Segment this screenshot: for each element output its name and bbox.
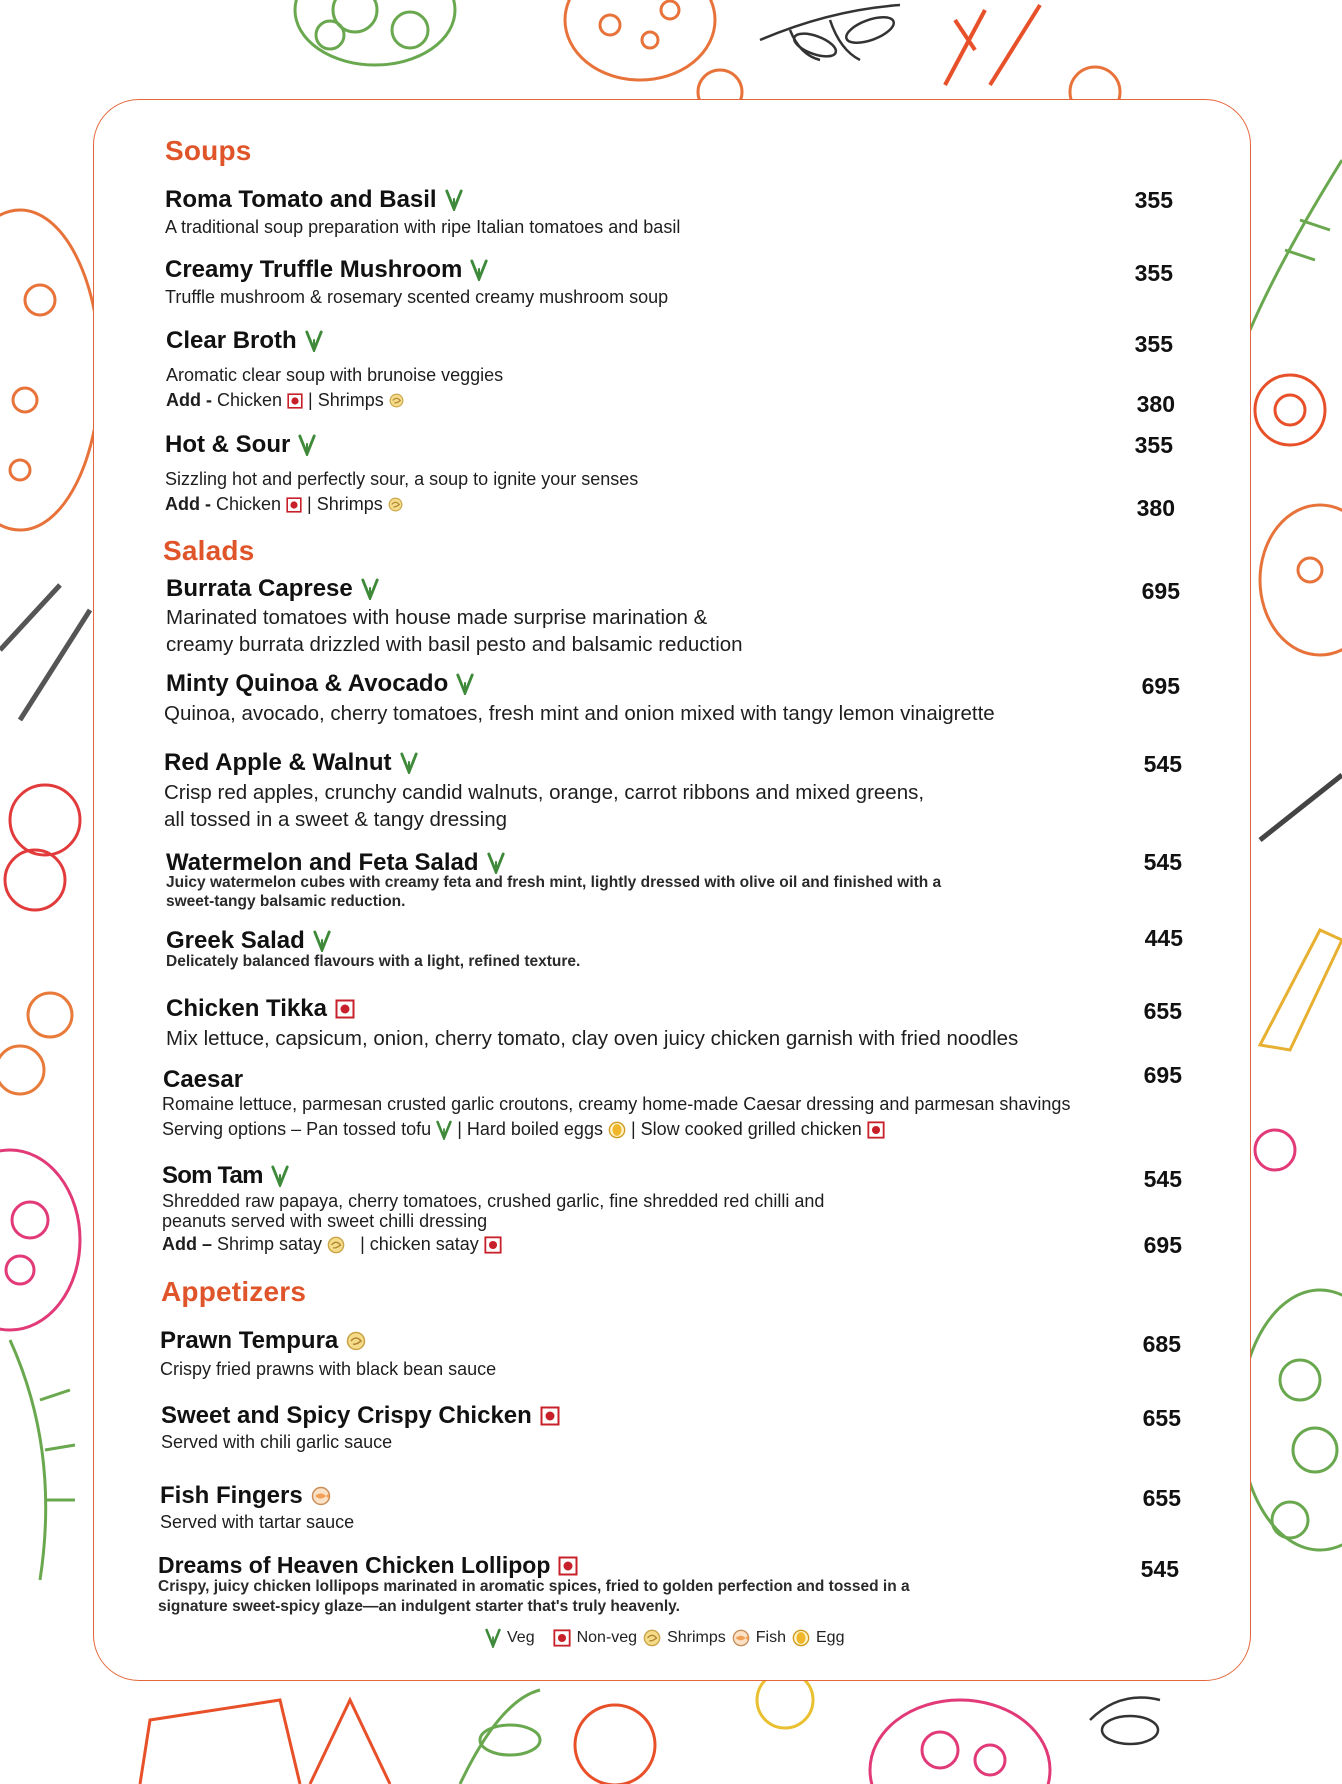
- item-description: Aromatic clear soup with brunoise veggies: [166, 365, 504, 385]
- item-description: Marinated tomatoes with house made surprise marination &: [166, 606, 708, 629]
- add-on-line: [165, 494, 403, 515]
- item-price: 685: [1142, 1331, 1181, 1357]
- veg-icon: [456, 673, 474, 695]
- veg-icon: [470, 259, 488, 281]
- veg-icon: [298, 434, 316, 456]
- item-title: Fish Fingers: [160, 1482, 303, 1509]
- chicken-option: | Slow cooked grilled chicken: [630, 1119, 862, 1139]
- menu-item-name: [160, 1327, 366, 1355]
- shrimp-icon: [327, 1236, 345, 1254]
- menu-item-name: [162, 1162, 289, 1190]
- add-shrimps-label: Shrimps: [317, 390, 384, 410]
- tofu-option: Serving options – Pan tossed tofu: [162, 1119, 432, 1139]
- legend-nonveg-label: Non-veg: [576, 1629, 638, 1646]
- legend-shrimps-label: Shrimps: [667, 1629, 726, 1646]
- section-title-salads: Salads: [163, 535, 255, 566]
- item-description: A traditional soup preparation with ripe Italian tomatoes and basil: [165, 217, 681, 237]
- veg-icon: [305, 330, 323, 352]
- item-price: 545: [1143, 1166, 1182, 1192]
- item-price: 655: [1142, 1485, 1181, 1511]
- veg-icon: [436, 1120, 452, 1140]
- item-description: Served with chili garlic sauce: [161, 1432, 393, 1452]
- menu-item-name: [164, 749, 418, 777]
- veg-icon: [485, 1628, 501, 1648]
- item-title: Watermelon and Feta Salad: [166, 849, 479, 876]
- item-title: Roma Tomato and Basil: [165, 186, 437, 213]
- legend-egg-label: Egg: [816, 1629, 845, 1646]
- menu-item-name: [161, 1402, 560, 1430]
- item-description: Juicy watermelon cubes with creamy feta and fresh mint, lightly dressed with olive oil and finished with a: [166, 874, 942, 891]
- nonveg-icon: [540, 1406, 560, 1426]
- add-on-line: [162, 1234, 502, 1255]
- menu-item-name: [158, 1552, 578, 1579]
- item-title: Sweet and Spicy Crispy Chicken: [161, 1402, 532, 1429]
- item-description: Delicately balanced flavours with a light, refined texture.: [166, 953, 581, 970]
- item-price: 355: [1134, 187, 1173, 213]
- veg-icon: [361, 578, 379, 600]
- veg-icon: [313, 930, 331, 952]
- add-on-price: 380: [1136, 391, 1175, 417]
- menu-item-name: [166, 995, 355, 1023]
- veg-icon: [487, 852, 505, 874]
- item-title: Chicken Tikka: [166, 995, 327, 1022]
- add-chicken-label: Chicken: [216, 390, 283, 410]
- veg-icon: [271, 1165, 289, 1187]
- item-title: Dreams of Heaven Chicken Lollipop: [158, 1552, 551, 1578]
- item-price: 655: [1142, 1405, 1181, 1431]
- item-description: Shredded raw papaya, cherry tomatoes, crushed garlic, fine shredded red chilli and: [162, 1191, 825, 1211]
- item-title: Caesar: [163, 1066, 244, 1093]
- item-title: Hot & Sour: [165, 431, 291, 458]
- egg-icon: [608, 1121, 626, 1139]
- item-price: 445: [1144, 925, 1183, 951]
- menu-item-name: [166, 327, 323, 355]
- menu-item-name: [165, 431, 316, 459]
- item-description: Served with tartar sauce: [160, 1512, 355, 1532]
- item-title: Greek Salad: [166, 927, 305, 954]
- veg-icon: [400, 752, 418, 774]
- item-description: Sizzling hot and perfectly sour, a soup to ignite your senses: [165, 469, 639, 489]
- item-price: 545: [1143, 751, 1182, 777]
- add-label: Add -: [166, 390, 212, 410]
- item-price: 545: [1143, 849, 1182, 875]
- menu-item-name: [166, 670, 474, 698]
- item-title: Creamy Truffle Mushroom: [165, 256, 463, 283]
- item-title: Burrata Caprese: [166, 575, 353, 602]
- item-description: Quinoa, avocado, cherry tomatoes, fresh mint and onion mixed with tangy lemon vinaigrette: [164, 702, 995, 725]
- shrimp-icon: [389, 393, 404, 408]
- nonveg-icon: [335, 999, 355, 1019]
- eggs-option: | Hard boiled eggs: [457, 1119, 603, 1139]
- add-chicken-label: | chicken satay: [360, 1234, 479, 1254]
- item-description: creamy burrata drizzled with basil pesto and balsamic reduction: [166, 633, 743, 656]
- veg-icon: [445, 189, 463, 211]
- nonveg-icon: [287, 393, 303, 409]
- egg-icon: [792, 1629, 810, 1647]
- add-shrimp-label: Shrimp satay: [217, 1234, 323, 1254]
- dietary-legend: [485, 1628, 844, 1648]
- menu-item-name: [165, 256, 488, 284]
- legend-fish-label: Fish: [755, 1629, 786, 1646]
- item-price: 355: [1134, 331, 1173, 357]
- nonveg-icon: [286, 497, 302, 513]
- separator: |: [307, 494, 312, 514]
- item-price: 355: [1134, 432, 1173, 458]
- item-description: all tossed in a sweet & tangy dressing: [164, 808, 507, 831]
- section-title-appetizers: Appetizers: [161, 1276, 307, 1307]
- add-on-line: [166, 390, 404, 411]
- add-shrimps-label: Shrimps: [316, 494, 383, 514]
- add-chicken-label: Chicken: [215, 494, 282, 514]
- item-description: peanuts served with sweet chilli dressing: [162, 1211, 488, 1231]
- serving-options-line: [162, 1119, 885, 1140]
- shrimp-icon: [643, 1629, 661, 1647]
- item-title: Red Apple & Walnut: [164, 749, 392, 776]
- menu-item-name: [166, 575, 379, 603]
- item-price: 655: [1143, 998, 1182, 1024]
- item-title: Minty Quinoa & Avocado: [166, 670, 449, 697]
- shrimp-icon: [388, 497, 403, 512]
- shrimp-icon: [346, 1331, 366, 1351]
- menu-item-name: [165, 186, 463, 214]
- nonveg-icon: [558, 1556, 578, 1576]
- separator: |: [308, 390, 313, 410]
- item-price: 355: [1134, 260, 1173, 286]
- fish-icon: [732, 1629, 750, 1647]
- fish-icon: [311, 1486, 331, 1506]
- item-description: Crispy fried prawns with black bean sauce: [160, 1359, 497, 1379]
- item-title: Clear Broth: [166, 327, 297, 354]
- add-label: Add –: [162, 1234, 213, 1254]
- item-description: sweet-tangy balsamic reduction.: [166, 893, 406, 910]
- item-price: 695: [1143, 1062, 1182, 1088]
- nonveg-icon: [867, 1121, 885, 1139]
- item-description: Mix lettuce, capsicum, onion, cherry tomato, clay oven juicy chicken garnish with fried noodles: [166, 1027, 1019, 1050]
- menu-item-name: [160, 1482, 331, 1510]
- menu-item-name: [163, 1066, 243, 1094]
- item-price: 695: [1141, 673, 1180, 699]
- menu-item-name: [166, 927, 331, 955]
- item-price: 695: [1141, 578, 1180, 604]
- add-on-price: 380: [1136, 495, 1175, 521]
- add-on-price: 695: [1143, 1232, 1182, 1258]
- item-price: 545: [1140, 1556, 1179, 1582]
- item-description: Romaine lettuce, parmesan crusted garlic croutons, creamy home-made Caesar dressing and parmesan shavings: [162, 1094, 1071, 1114]
- nonveg-icon: [484, 1236, 502, 1254]
- legend-veg-label: Veg: [507, 1629, 535, 1646]
- item-title: Prawn Tempura: [160, 1327, 339, 1354]
- nonveg-icon: [553, 1629, 571, 1647]
- item-title: Som Tam: [162, 1162, 263, 1189]
- section-title-soups: Soups: [165, 135, 252, 166]
- item-description: Crispy, juicy chicken lollipops marinated in aromatic spices, fried to golden perfection and tossed in a: [158, 1578, 910, 1595]
- item-description: Crisp red apples, crunchy candid walnuts, orange, carrot ribbons and mixed greens,: [164, 781, 925, 804]
- item-description: Truffle mushroom & rosemary scented creamy mushroom soup: [165, 287, 669, 307]
- item-description: signature sweet-spicy glaze—an indulgent starter that's truly heavenly.: [158, 1598, 680, 1615]
- add-label: Add -: [165, 494, 211, 514]
